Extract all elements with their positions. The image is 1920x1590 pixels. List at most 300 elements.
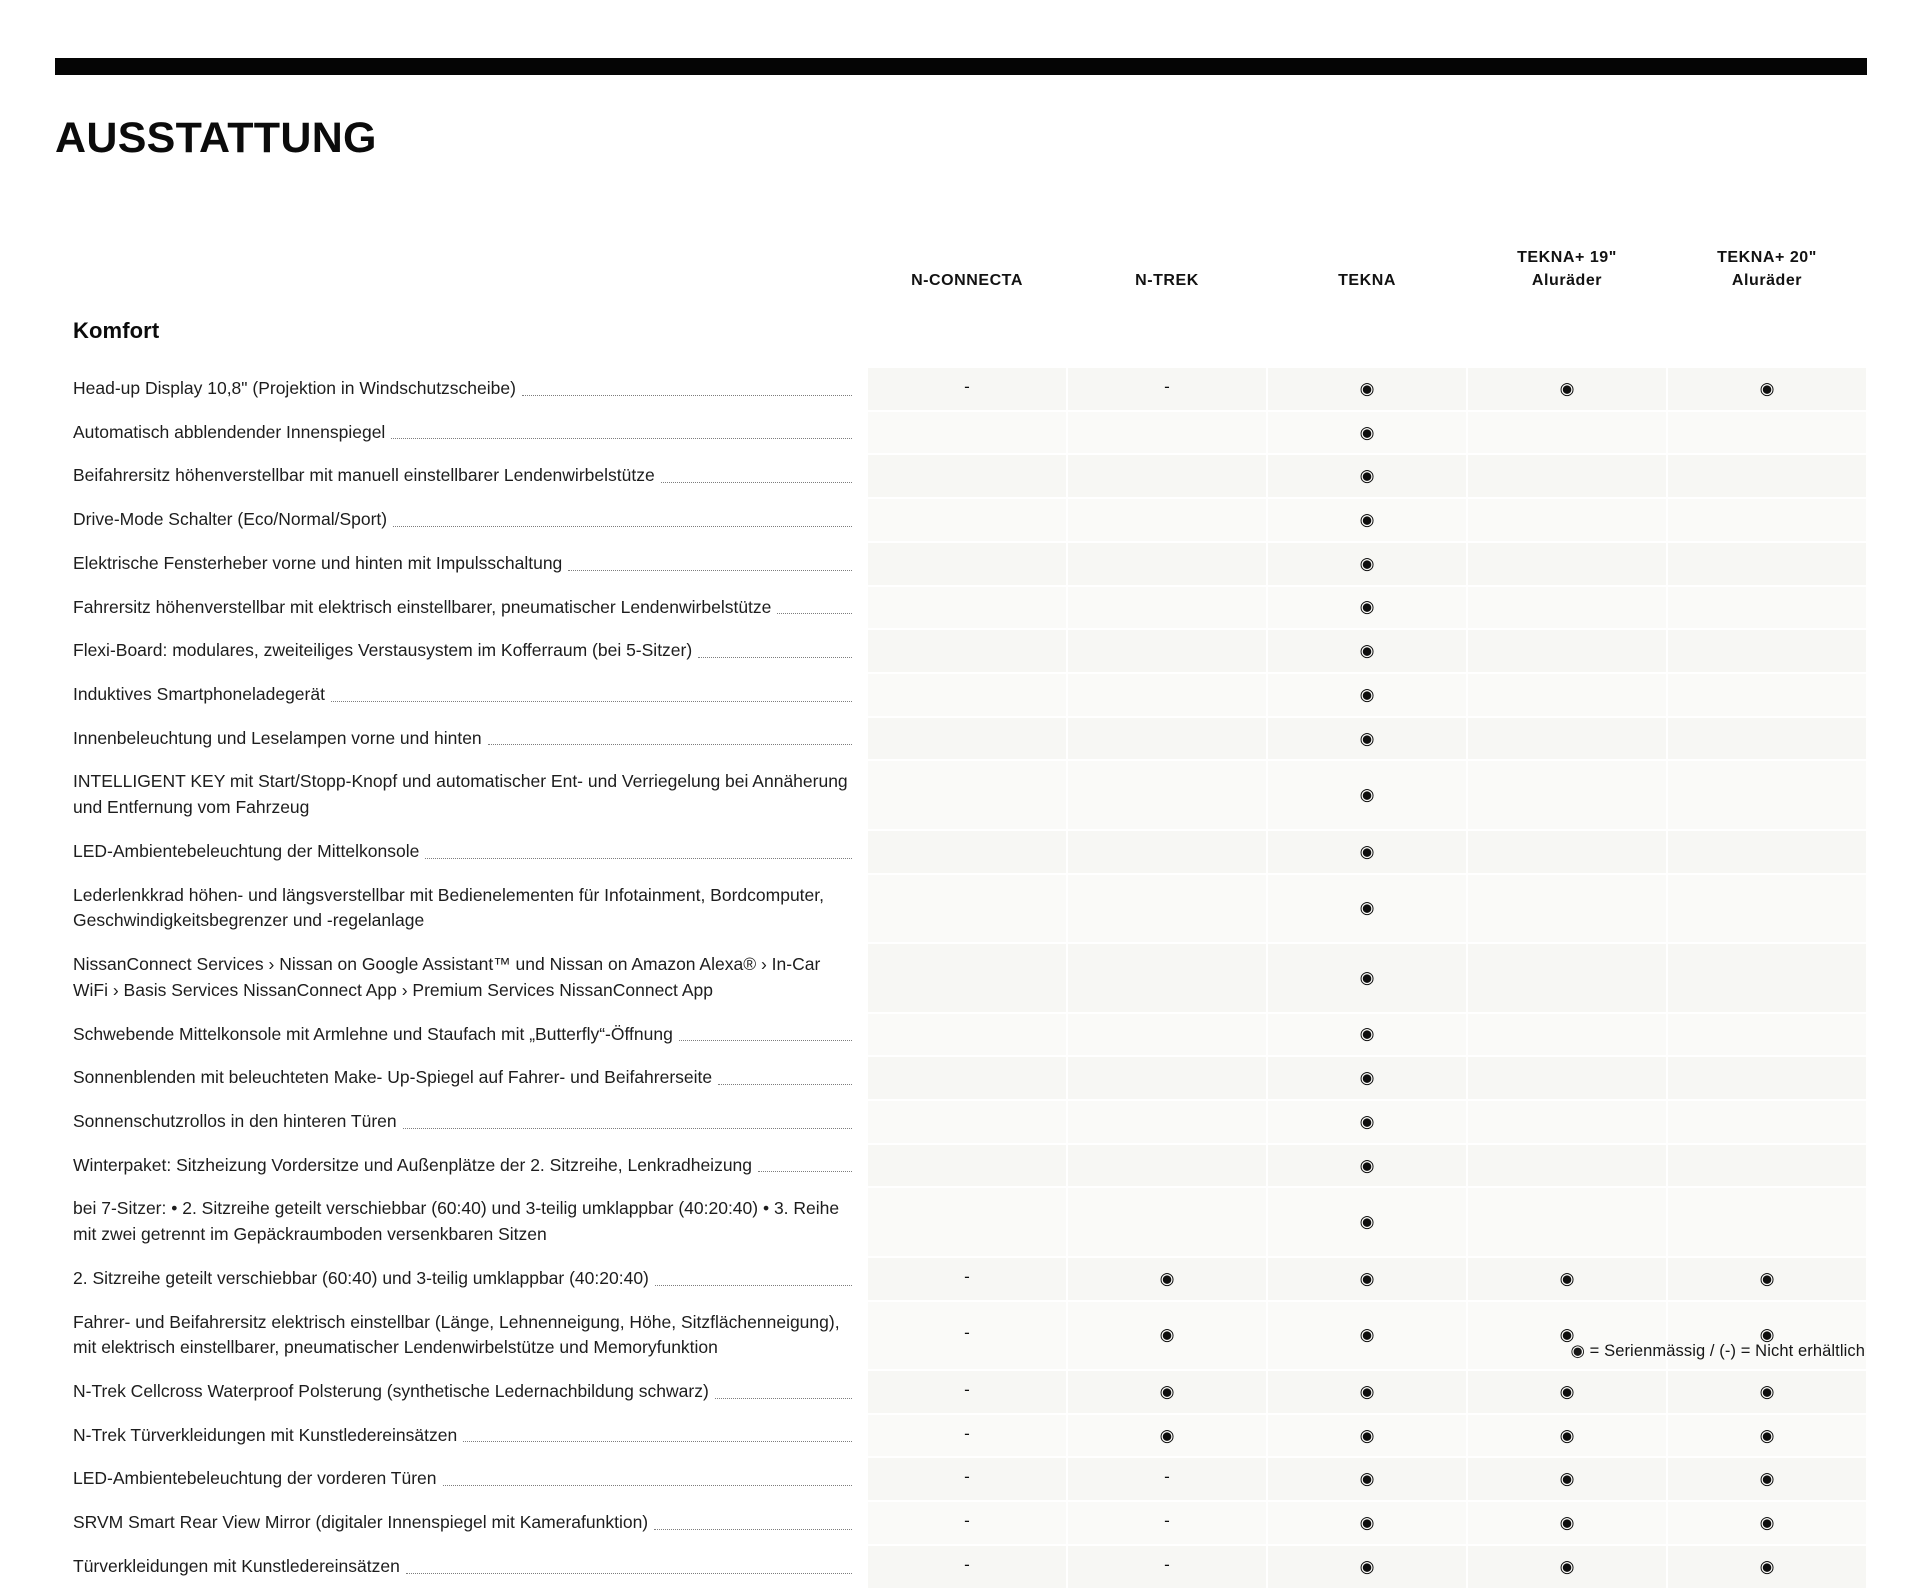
feature-label: Innenbeleuchtung und Leselampen vorne und hinten [73,727,482,748]
availability-cell [1067,673,1267,717]
availability-cell [1267,1013,1467,1057]
dot-leader [463,1440,852,1442]
blank-cell-marker [1767,524,1768,525]
availability-cell [867,629,1067,673]
blank-cell-marker [1767,655,1768,656]
feature-name-cell [55,629,867,673]
availability-cell [1067,943,1267,1012]
dot-leader [715,1397,852,1399]
availability-cell [1267,1545,1467,1589]
availability-cell [1467,1370,1667,1414]
not-available-icon: - [964,1379,970,1399]
availability-cell [1667,1056,1867,1100]
availability-cell [1467,1257,1667,1301]
availability-cell [867,367,1067,411]
feature-text-wrap [73,883,852,934]
availability-cell [867,411,1067,455]
standard-equipment-icon: ◉ [1359,1325,1375,1345]
availability-cell [1067,1370,1267,1414]
feature-name-cell [55,1144,867,1188]
availability-cell [1067,454,1267,498]
dot-leader [403,1127,852,1129]
table-row [55,586,1867,630]
feature-text-wrap [73,420,852,446]
availability-cell [1667,1414,1867,1458]
availability-cell [1667,874,1867,943]
availability-cell [1467,1056,1667,1100]
page-title: AUSSTATTUNG [55,114,377,162]
blank-cell-marker [967,699,968,700]
availability-cell [1667,1257,1867,1301]
availability-cell [867,1100,1067,1144]
table-row [55,1144,1867,1188]
blank-cell-marker [967,524,968,525]
not-available-icon: - [1164,1467,1170,1487]
blank-cell-marker [1767,611,1768,612]
blank-cell-marker [967,611,968,612]
availability-cell [1667,1013,1867,1057]
feature-text-wrap [73,595,852,621]
blank-cell-marker [967,1038,968,1039]
standard-equipment-icon: ◉ [1359,1111,1375,1131]
standard-equipment-icon: ◉ [1359,641,1375,661]
blank-cell-marker [1167,1082,1168,1083]
blank-cell-marker [967,856,968,857]
standard-equipment-icon: ◉ [1559,378,1575,398]
table-row [55,411,1867,455]
availability-cell [1267,411,1467,455]
availability-cell [1667,1144,1867,1188]
availability-cell [867,673,1067,717]
blank-cell-marker [967,1082,968,1083]
not-available-icon: - [964,1423,970,1443]
feature-name-cell [55,1013,867,1057]
availability-cell [1267,1187,1467,1256]
blank-cell-marker [1567,568,1568,569]
availability-cell [1267,1457,1467,1501]
availability-cell [1467,629,1667,673]
feature-text-wrap [73,1153,852,1179]
blank-cell-marker [1767,1082,1768,1083]
availability-cell [1267,673,1467,717]
table-row [55,367,1867,411]
availability-cell [1267,454,1467,498]
availability-cell [1467,1501,1667,1545]
availability-cell [1067,830,1267,874]
table-row [55,629,1867,673]
standard-equipment-icon: ◉ [1759,378,1775,398]
blank-cell-marker [1567,699,1568,700]
column-header-2 [1067,200,1267,304]
feature-label: bei 7-Sitzer: • 2. Sitzreihe geteilt verschiebbar (60:40) und 3-teilig umklappbar (40:20:40) • 3. Reihe mit zwei getrennt im Gepäckraumboden versenkbaren Sitzen [73,1198,840,1245]
blank-cell-marker [1167,524,1168,525]
feature-name-cell [55,1301,867,1370]
feature-name-cell [55,760,867,829]
standard-equipment-icon: ◉ [1759,1556,1775,1576]
standard-equipment-icon: ◉ [1359,898,1375,918]
legend-text: ◉ = Serienmässig / (-) = Nicht erhältlich [1570,1342,1865,1360]
blank-cell-marker [1167,655,1168,656]
standard-equipment-icon: ◉ [1759,1469,1775,1489]
column-header-4 [1467,200,1667,304]
availability-cell [1267,1056,1467,1100]
standard-equipment-icon: ◉ [1559,1381,1575,1401]
feature-name-cell [55,673,867,717]
column-header-line1: TEKNA+ 20" [1717,248,1817,266]
availability-cell [1667,586,1867,630]
not-available-icon: - [964,1467,970,1487]
blank-cell-marker [1167,743,1168,744]
feature-label: NissanConnect Services › Nissan on Google Assistant™ und Nissan on Amazon Alexa® › In-Car WiFi › Basis Services NissanConnect App › Premium Services NissanConnect App [73,954,821,1000]
availability-cell [1067,586,1267,630]
feature-text-wrap [73,376,852,402]
table-header-row [55,200,1867,304]
availability-cell [867,1187,1067,1256]
blank-cell-marker [1167,437,1168,438]
availability-cell [1067,717,1267,761]
blank-cell-marker [1567,912,1568,913]
blank-cell-marker [1567,480,1568,481]
availability-cell [1667,542,1867,586]
feature-text-wrap [73,952,852,1003]
availability-cell [1467,1144,1667,1188]
blank-cell-marker [1167,611,1168,612]
availability-cell [1467,1545,1667,1589]
feature-label: SRVM Smart Rear View Mirror (digitaler Innenspiegel mit Kamerafunktion) [73,1512,649,1533]
feature-text-wrap [73,1022,852,1048]
blank-cell-marker [1567,982,1568,983]
standard-equipment-icon: ◉ [1559,1469,1575,1489]
dot-leader [443,1484,852,1486]
feature-column-header [55,200,867,304]
feature-label: Flexi-Board: modulares, zweiteiliges Verstausystem im Kofferraum (bei 5-Sitzer) [73,640,693,661]
feature-text-wrap [73,769,852,820]
feature-name-cell [55,1501,867,1545]
blank-cell-marker [1767,799,1768,800]
availability-cell [1667,454,1867,498]
feature-text-wrap [73,1109,852,1135]
blank-cell-marker [1167,699,1168,700]
table-row [55,1545,1867,1589]
availability-cell [867,454,1067,498]
availability-cell [867,1414,1067,1458]
table-row [55,1013,1867,1057]
standard-equipment-icon: ◉ [1159,1425,1175,1445]
availability-cell [1667,629,1867,673]
blank-cell-marker [1167,480,1168,481]
table-row [55,830,1867,874]
feature-label: Automatisch abblendender Innenspiegel [73,421,386,442]
standard-equipment-icon: ◉ [1359,785,1375,805]
dot-leader [488,743,852,745]
standard-equipment-icon: ◉ [1359,1556,1375,1576]
availability-cell [867,760,1067,829]
availability-cell [1467,1187,1667,1256]
column-header-line1: TEKNA+ 19" [1517,248,1617,266]
blank-cell-marker [967,1226,968,1227]
dot-leader [718,1083,852,1085]
availability-cell [1267,830,1467,874]
standard-equipment-icon: ◉ [1359,1068,1375,1088]
feature-name-cell [55,1545,867,1589]
feature-text-wrap [73,1065,852,1091]
availability-cell [1067,1187,1267,1256]
feature-label: Türverkleidungen mit Kunstledereinsätzen [73,1555,400,1576]
blank-cell-marker [1567,799,1568,800]
blank-cell-marker [1767,982,1768,983]
availability-cell [867,586,1067,630]
blank-cell-marker [1567,1082,1568,1083]
blank-cell-marker [1567,856,1568,857]
table-row [55,1056,1867,1100]
blank-cell-marker [1767,1126,1768,1127]
availability-cell [1067,1056,1267,1100]
availability-cell [1067,760,1267,829]
dot-leader [758,1170,852,1172]
feature-name-cell [55,542,867,586]
standard-equipment-icon: ◉ [1759,1381,1775,1401]
availability-cell [1067,1457,1267,1501]
standard-equipment-icon: ◉ [1759,1268,1775,1288]
not-available-icon: - [964,1266,970,1286]
dot-leader [679,1039,852,1041]
availability-cell [1267,1370,1467,1414]
not-available-icon: - [1164,376,1170,396]
standard-equipment-icon: ◉ [1359,967,1375,987]
table-body [55,304,1867,1589]
availability-cell [1067,1301,1267,1370]
feature-name-cell [55,1056,867,1100]
dot-leader [698,656,852,658]
table-row [55,1414,1867,1458]
availability-cell [1067,498,1267,542]
blank-cell-marker [967,799,968,800]
table-row [55,717,1867,761]
column-header-line1: N-CONNECTA [911,271,1023,289]
blank-cell-marker [967,655,968,656]
availability-cell [1067,874,1267,943]
feature-name-cell [55,717,867,761]
feature-label: Drive-Mode Schalter (Eco/Normal/Sport) [73,509,388,530]
not-available-icon: - [1164,1510,1170,1530]
availability-cell [1467,673,1667,717]
blank-cell-marker [967,1126,968,1127]
blank-cell-marker [1167,1170,1168,1171]
availability-cell [1267,1100,1467,1144]
availability-cell [1067,1545,1267,1589]
equipment-spec-table [55,200,1868,1590]
availability-cell [1267,1501,1467,1545]
availability-cell [1067,629,1267,673]
availability-cell [1467,411,1667,455]
table-row [55,1457,1867,1501]
availability-cell [867,498,1067,542]
dot-leader [654,1528,852,1530]
standard-equipment-icon: ◉ [1359,1155,1375,1175]
feature-text-wrap [73,1379,852,1405]
feature-text-wrap [73,507,852,533]
legend [1570,1341,1865,1361]
feature-label: 2. Sitzreihe geteilt verschiebbar (60:40) und 3-teilig umklappbar (40:20:40) [73,1267,649,1288]
blank-cell-marker [1767,1170,1768,1171]
feature-text-wrap [73,682,852,708]
blank-cell-marker [1767,568,1768,569]
availability-cell [1467,1100,1667,1144]
availability-cell [1267,717,1467,761]
availability-cell [867,1370,1067,1414]
table-row [55,673,1867,717]
availability-cell [1267,542,1467,586]
availability-cell [1667,1545,1867,1589]
availability-cell [1067,1013,1267,1057]
blank-cell-marker [1567,1226,1568,1227]
availability-cell [1267,1257,1467,1301]
availability-cell [1667,1370,1867,1414]
dot-leader [568,569,852,571]
feature-label: INTELLIGENT KEY mit Start/Stopp-Knopf und automatischer Ent- und Verriegelung bei Annäherung und Entfernung vom Fahrzeug [73,771,848,818]
standard-equipment-icon: ◉ [1359,378,1375,398]
standard-equipment-icon: ◉ [1759,1512,1775,1532]
availability-cell [1467,542,1667,586]
blank-cell-marker [1167,1126,1168,1127]
feature-name-cell [55,1457,867,1501]
blank-cell-marker [967,568,968,569]
availability-cell [1667,760,1867,829]
feature-label: Lederlenkkrad höhen- und längsverstellbar mit Bedienelementen für Infotainment, Bordcomputer, Geschwindigkeitsbegrenzer und -regelanlage [73,884,824,931]
column-header-5 [1667,200,1867,304]
feature-name-cell [55,1257,867,1301]
blank-cell-marker [1567,524,1568,525]
column-header-3 [1267,200,1467,304]
not-available-icon: - [964,1510,970,1530]
availability-cell [1467,586,1667,630]
standard-equipment-icon: ◉ [1359,1212,1375,1232]
availability-cell [867,542,1067,586]
availability-cell [1667,498,1867,542]
feature-label: Schwebende Mittelkonsole mit Armlehne und Staufach mit „Butterfly“-Öffnung [73,1023,673,1044]
availability-cell [1467,454,1667,498]
standard-equipment-icon: ◉ [1359,510,1375,530]
standard-equipment-icon: ◉ [1159,1381,1175,1401]
availability-cell [1267,760,1467,829]
availability-cell [1267,498,1467,542]
availability-cell [867,943,1067,1012]
table-row [55,874,1867,943]
blank-cell-marker [1567,655,1568,656]
column-header-line2: Aluräder [1531,271,1603,289]
availability-cell [1267,1301,1467,1370]
feature-name-cell [55,1414,867,1458]
blank-cell-marker [1167,799,1168,800]
availability-cell [1667,717,1867,761]
blank-cell-marker [1767,480,1768,481]
standard-equipment-icon: ◉ [1359,597,1375,617]
feature-name-cell [55,586,867,630]
availability-cell [867,1056,1067,1100]
availability-cell [1467,1414,1667,1458]
feature-label: Elektrische Fensterheber vorne und hinten mit Impulsschaltung [73,552,563,573]
blank-cell-marker [1567,1038,1568,1039]
dot-leader [425,857,852,859]
availability-cell [867,1144,1067,1188]
standard-equipment-icon: ◉ [1759,1325,1775,1345]
blank-cell-marker [1167,856,1168,857]
availability-cell [1467,367,1667,411]
standard-equipment-icon: ◉ [1359,553,1375,573]
availability-cell [867,1301,1067,1370]
availability-cell [1667,943,1867,1012]
availability-cell [1667,830,1867,874]
column-header-1 [867,200,1067,304]
feature-text-wrap [73,1554,852,1580]
table-row [55,1100,1867,1144]
blank-cell-marker [1767,1038,1768,1039]
standard-equipment-icon: ◉ [1359,1268,1375,1288]
standard-equipment-icon: ◉ [1359,1425,1375,1445]
blank-cell-marker [967,912,968,913]
availability-cell [1267,1144,1467,1188]
availability-cell [867,717,1067,761]
blank-cell-marker [967,1170,968,1171]
dot-leader [406,1572,852,1574]
dot-leader [393,525,852,527]
spec-sheet-page [0,58,1920,1576]
feature-text-wrap [73,726,852,752]
dot-leader [331,700,852,702]
feature-text-wrap [73,463,852,489]
feature-label: Fahrer- und Beifahrersitz elektrisch einstellbar (Länge, Lehnenneigung, Höhe, Sitzflächenneigung), mit elektrisch einstellbarer, pneumatischer Lendenwirbelstütze und Memoryfunktion [73,1311,840,1358]
standard-equipment-icon: ◉ [1359,684,1375,704]
availability-cell [1067,367,1267,411]
feature-text-wrap [73,1423,852,1449]
blank-cell-marker [1767,699,1768,700]
feature-label: LED-Ambientebeleuchtung der vorderen Türen [73,1468,437,1489]
feature-label: Head-up Display 10,8" (Projektion in Windschutzscheibe) [73,378,516,398]
availability-cell [1467,498,1667,542]
blank-cell-marker [967,437,968,438]
availability-cell [867,1501,1067,1545]
standard-equipment-icon: ◉ [1359,1512,1375,1532]
standard-equipment-icon: ◉ [1559,1325,1575,1345]
feature-label: Winterpaket: Sitzheizung Vordersitze und Außenplätze der 2. Sitzreihe, Lenkradheizung [73,1154,753,1175]
standard-equipment-icon: ◉ [1559,1268,1575,1288]
dot-leader [391,437,852,439]
availability-cell [867,1545,1067,1589]
not-available-icon: - [964,1554,970,1574]
feature-label: Induktives Smartphoneladegerät [73,684,325,705]
availability-cell [867,1013,1067,1057]
feature-text-wrap [73,1196,852,1247]
dot-leader [777,612,852,614]
table-header [55,200,1867,304]
section-heading-row [55,304,1867,367]
availability-cell [867,1457,1067,1501]
blank-cell-marker [1767,856,1768,857]
feature-label: Sonnenschutzrollos in den hinteren Türen [73,1110,397,1131]
availability-cell [1467,1457,1667,1501]
feature-name-cell [55,1100,867,1144]
table-row [55,498,1867,542]
standard-equipment-icon: ◉ [1159,1325,1175,1345]
blank-cell-marker [1167,912,1168,913]
availability-cell [1067,1501,1267,1545]
blank-cell-marker [1167,982,1168,983]
availability-cell [1467,760,1667,829]
standard-equipment-icon: ◉ [1359,728,1375,748]
feature-text-wrap [73,1510,852,1536]
feature-text-wrap [73,839,852,865]
availability-cell [1267,629,1467,673]
